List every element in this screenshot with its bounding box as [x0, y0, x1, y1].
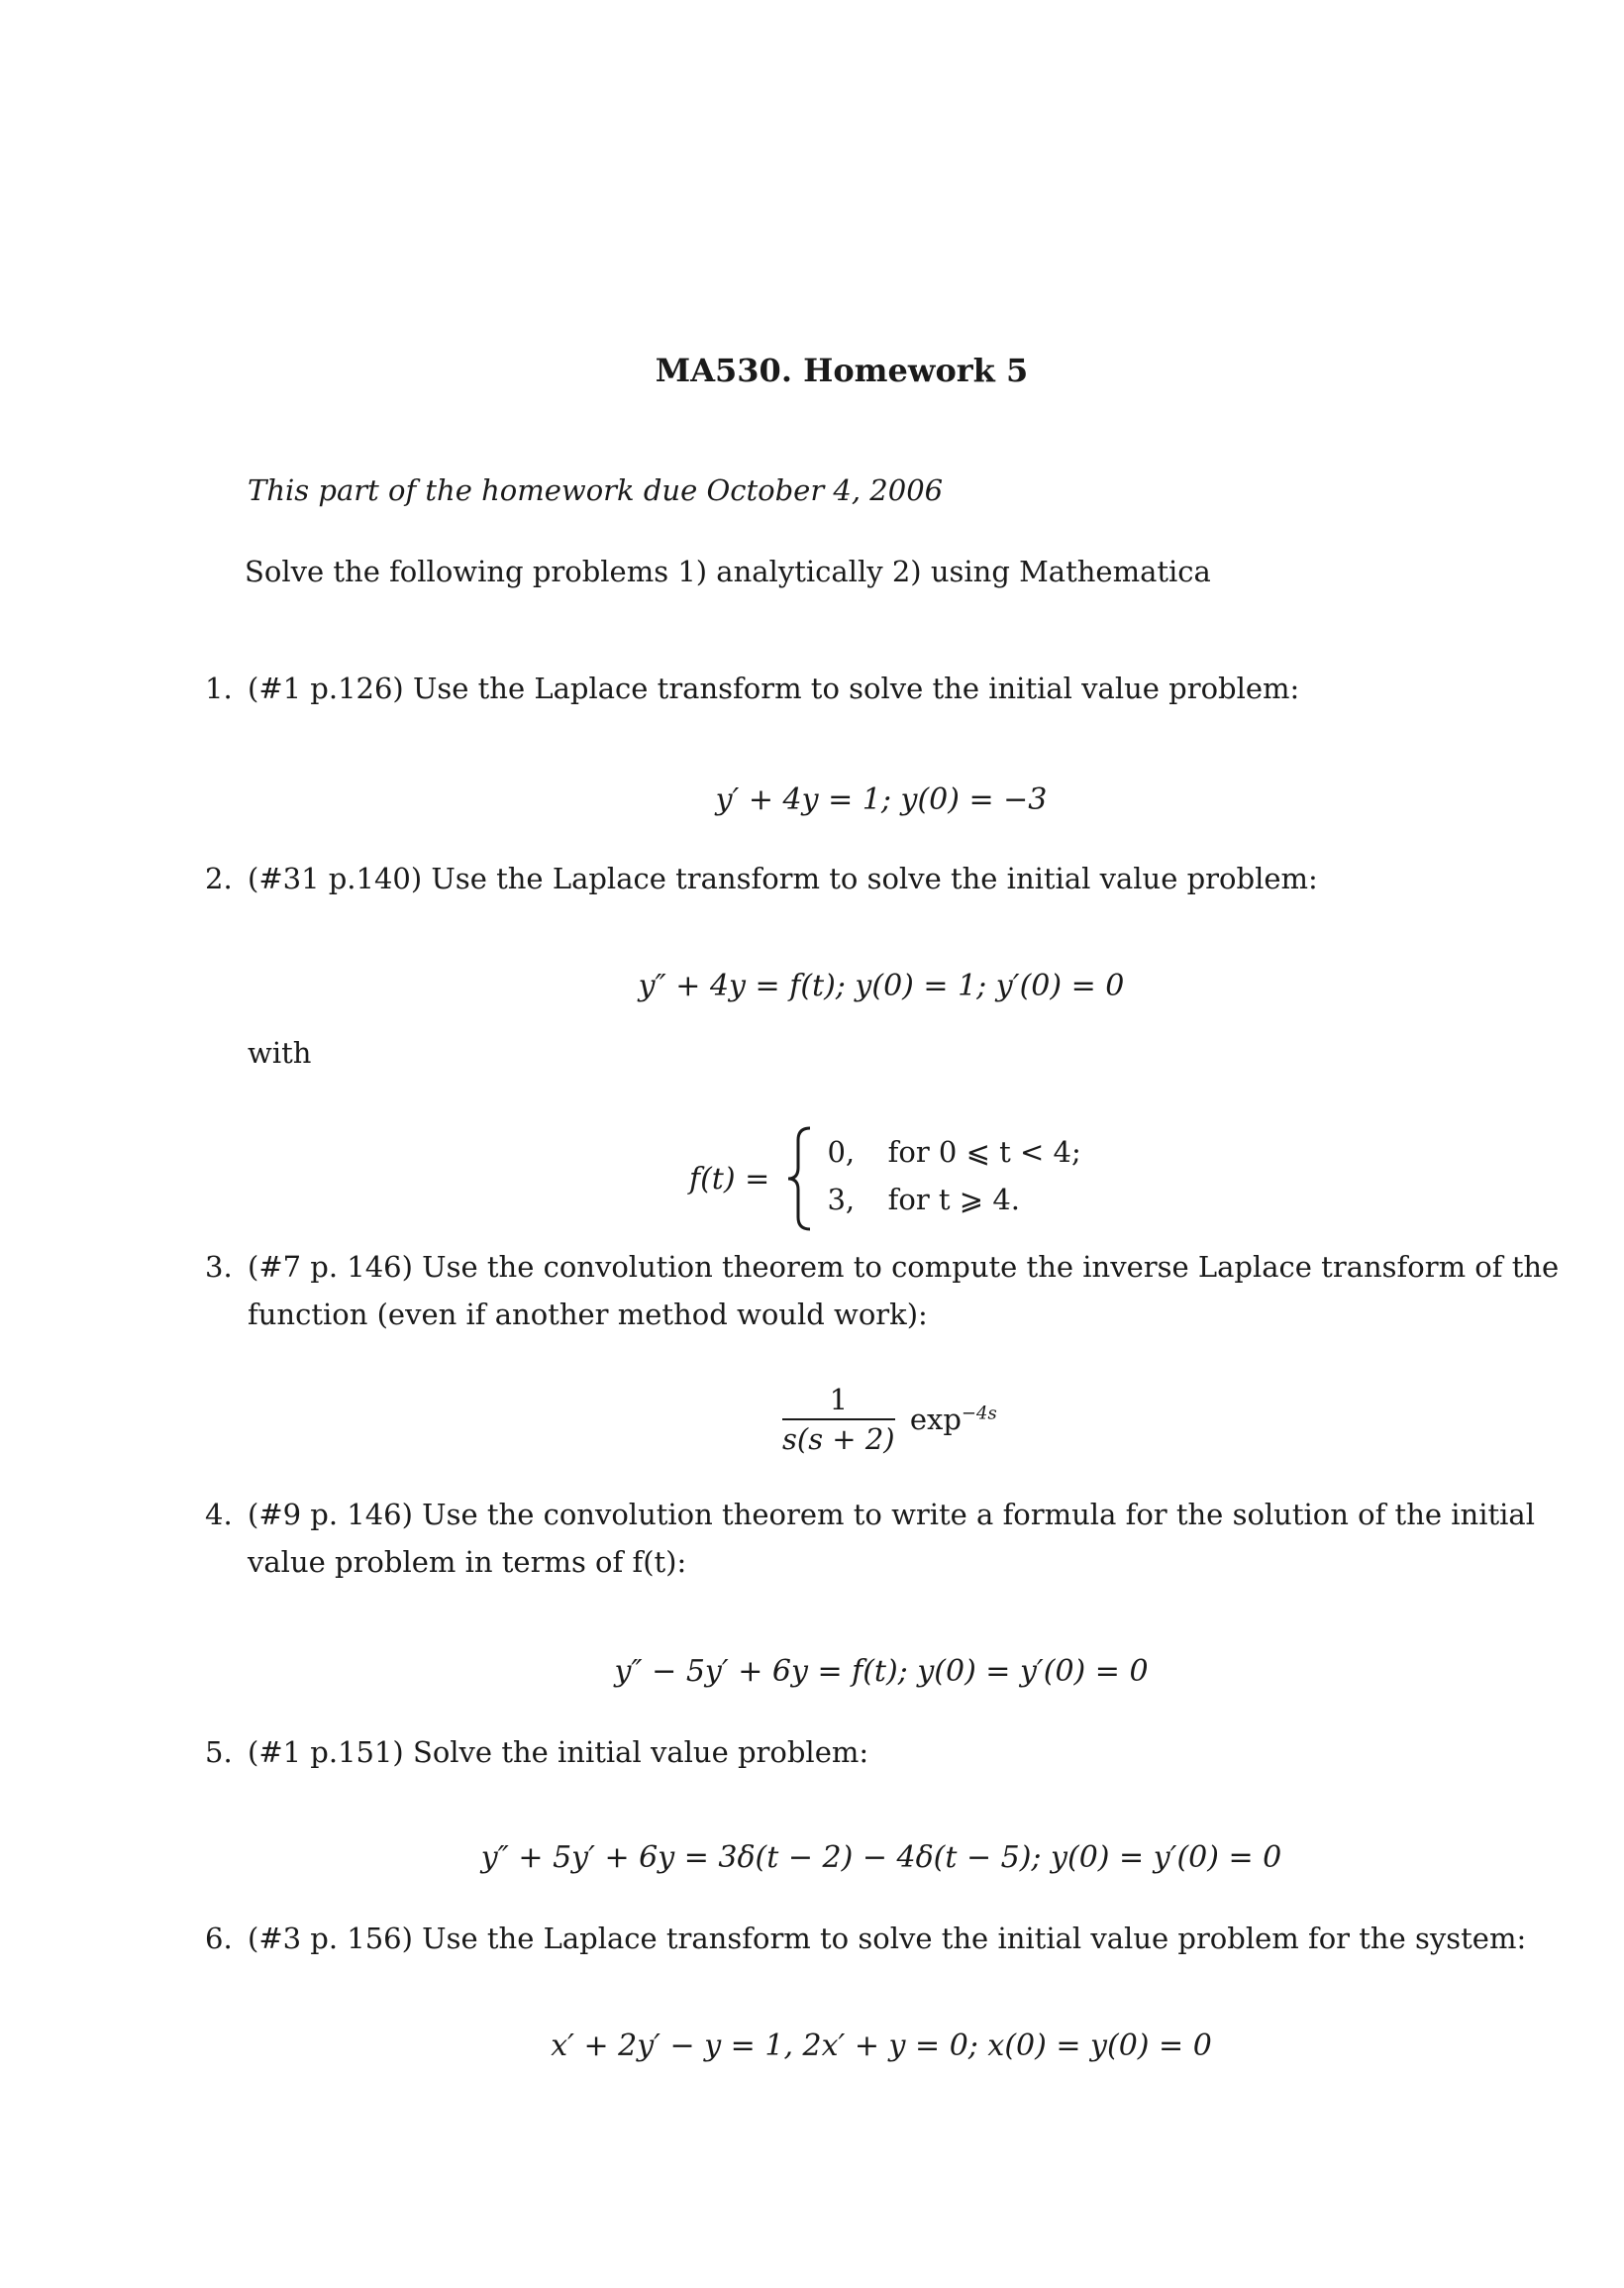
fraction-numerator: 1	[782, 1383, 895, 1420]
fraction	[782, 1383, 895, 1456]
problem-number: 3.	[205, 1250, 233, 1284]
problem-equation: y″ − 5y′ + 6y = f(t); y(0) = y′(0) = 0	[614, 1654, 1149, 1689]
problem-text-line1: (#9 p. 146) Use the convolution theorem to write a formula for the solution of the initial	[248, 1498, 1535, 1531]
problem-expression	[782, 1383, 997, 1456]
problem-text: (#3 p. 156) Use the Laplace transform to solve the initial value problem for the system:	[248, 1922, 1527, 1955]
with-label: with	[248, 1036, 312, 1070]
problem-text: (#31 p.140) Use the Laplace transform to solve the initial value problem:	[248, 862, 1318, 895]
problem-equation: x′ + 2y′ − y = 1, 2x′ + y = 0; x(0) = y(0) = 0	[551, 2028, 1212, 2063]
problem-number: 5.	[205, 1735, 233, 1769]
left-brace-icon	[782, 1124, 816, 1233]
instructions-line: Solve the following problems 1) analytically 2) using Mathematica	[245, 555, 1211, 588]
exponential	[910, 1403, 997, 1436]
piecewise-case	[827, 1135, 1080, 1183]
problem-text: (#1 p.151) Solve the initial value problem:	[248, 1735, 869, 1769]
problem-number: 6.	[205, 1922, 233, 1955]
exp-superscript: −4s	[961, 1403, 997, 1424]
piecewise-case	[827, 1183, 1080, 1222]
problem-text-line2: function (even if another method would work):	[248, 1298, 928, 1331]
due-date-line: This part of the homework due October 4, 2006	[248, 473, 944, 507]
problem-text-line2: value problem in terms of f(t):	[248, 1545, 687, 1579]
problem-equation: y″ + 5y′ + 6y = 3δ(t − 2) − 4δ(t − 5); y(0) = y′(0) = 0	[480, 1840, 1282, 1875]
exp-base: exp	[909, 1403, 962, 1436]
problem-number: 4.	[205, 1498, 233, 1531]
problem-equation: y′ + 4y = 1; y(0) = −3	[715, 782, 1048, 817]
case-condition: for t ⩾ 4.	[887, 1183, 1020, 1216]
problem-equation: y″ + 4y = f(t); y(0) = 1; y′(0) = 0	[638, 969, 1125, 1003]
case-value: 3,	[827, 1183, 856, 1216]
fraction-denominator: s(s + 2)	[782, 1422, 895, 1456]
piecewise-cases	[827, 1135, 1080, 1222]
page-title: MA530. Homework 5	[655, 352, 1029, 389]
case-value: 0,	[827, 1135, 856, 1169]
piecewise-function	[689, 1124, 1081, 1233]
piecewise-lhs: f(t) =	[689, 1161, 770, 1196]
problem-number: 2.	[205, 862, 233, 895]
problem-text: (#1 p.126) Use the Laplace transform to solve the initial value problem:	[248, 672, 1300, 705]
case-condition: for 0 ⩽ t < 4;	[887, 1135, 1081, 1169]
problem-number: 1.	[205, 672, 233, 705]
problem-text-line1: (#7 p. 146) Use the convolution theorem to compute the inverse Laplace transform of the	[248, 1250, 1560, 1284]
